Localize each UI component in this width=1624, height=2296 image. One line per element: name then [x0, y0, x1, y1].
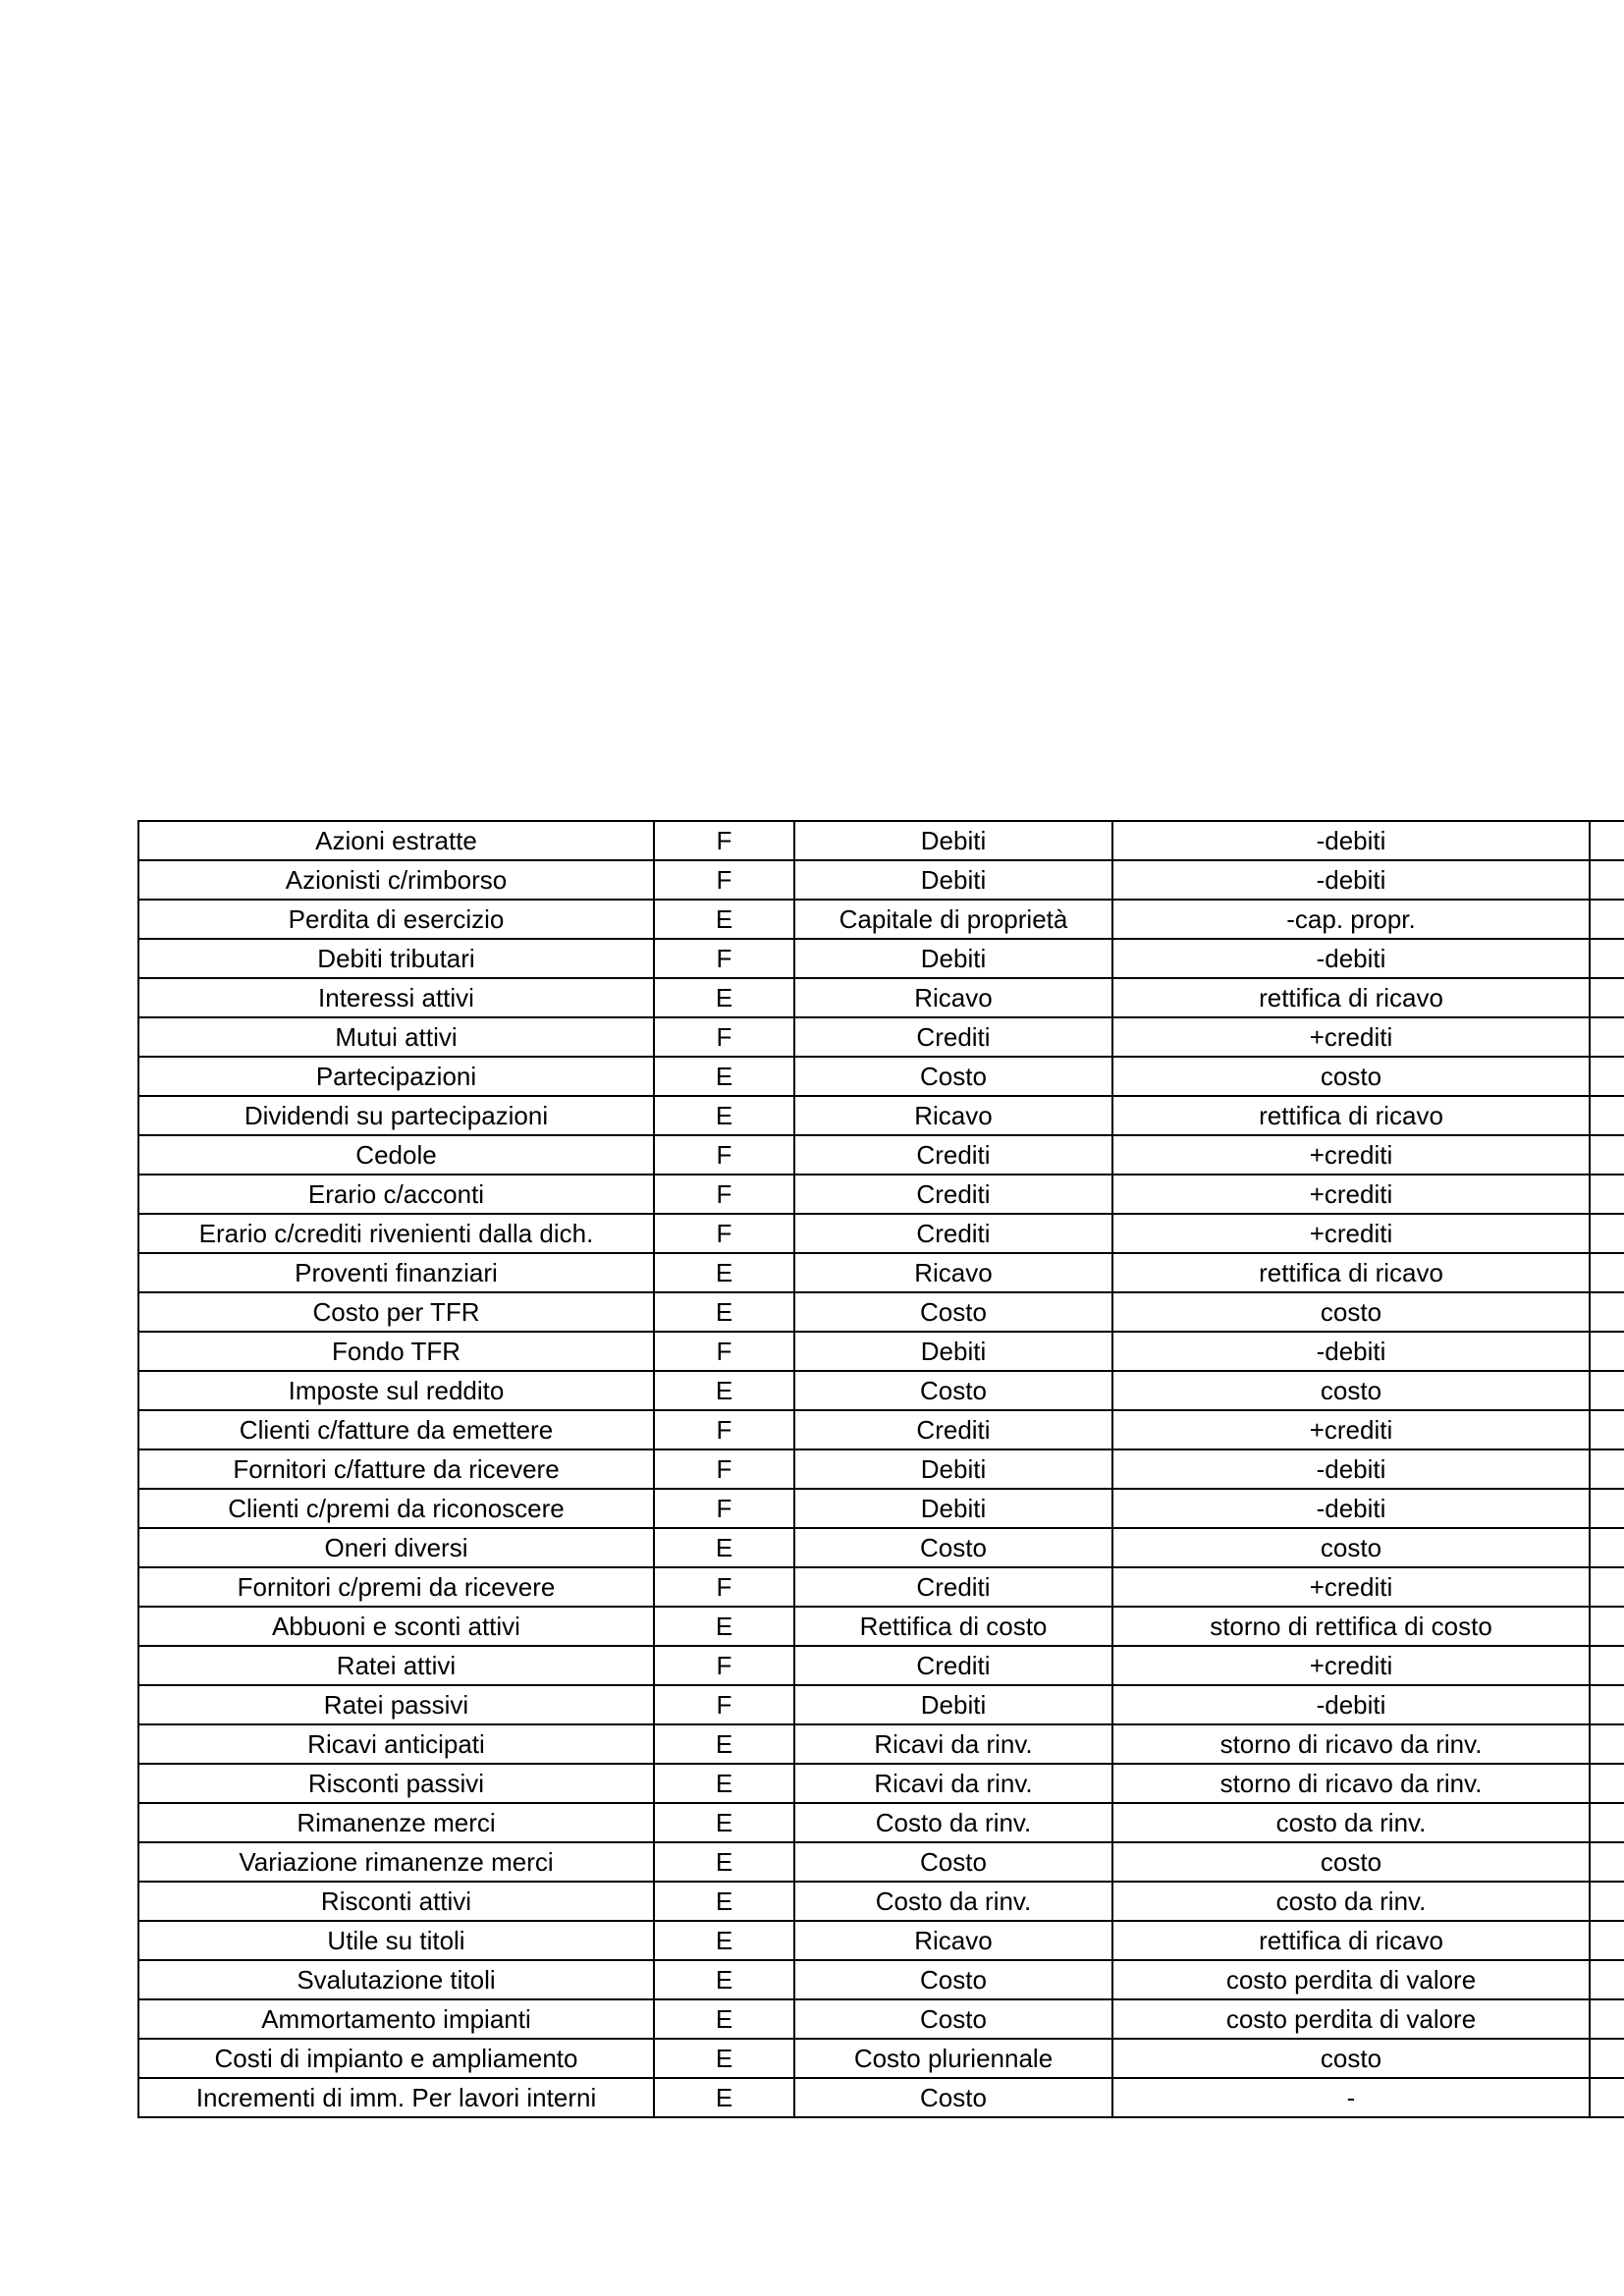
- cell-account-name: Clienti c/fatture da emettere: [138, 1410, 654, 1449]
- cell-account-name: Erario c/acconti: [138, 1175, 654, 1214]
- cell-extra: [1590, 1567, 1624, 1607]
- table-row: [138, 1724, 1624, 1764]
- cell-account-nature: Costo: [794, 1999, 1112, 2039]
- table-row: [138, 1096, 1624, 1135]
- cell-account-nature: Ricavo: [794, 1253, 1112, 1292]
- cell-variation: -debiti: [1112, 1489, 1590, 1528]
- cell-account-name: Mutui attivi: [138, 1017, 654, 1057]
- table-row: [138, 1960, 1624, 1999]
- cell-account-nature: Costo: [794, 1842, 1112, 1882]
- cell-account-nature: Crediti: [794, 1567, 1112, 1607]
- cell-account-name: Clienti c/premi da riconoscere: [138, 1489, 654, 1528]
- cell-account-type: E: [654, 1764, 794, 1803]
- cell-extra: [1590, 1921, 1624, 1960]
- cell-account-type: F: [654, 821, 794, 860]
- cell-account-type: E: [654, 1842, 794, 1882]
- cell-extra: [1590, 1371, 1624, 1410]
- cell-account-type: E: [654, 1528, 794, 1567]
- cell-account-nature: Crediti: [794, 1017, 1112, 1057]
- cell-variation: -debiti: [1112, 1332, 1590, 1371]
- cell-account-type: E: [654, 1960, 794, 1999]
- cell-account-nature: Debiti: [794, 1489, 1112, 1528]
- table-row: [138, 2039, 1624, 2078]
- cell-account-type: F: [654, 1646, 794, 1685]
- table-row: [138, 1567, 1624, 1607]
- table-row: [138, 1882, 1624, 1921]
- cell-extra: [1590, 1528, 1624, 1567]
- table-row: [138, 1410, 1624, 1449]
- table-row: [138, 1135, 1624, 1175]
- cell-account-type: E: [654, 1057, 794, 1096]
- cell-account-type: E: [654, 1921, 794, 1960]
- cell-account-name: Fornitori c/fatture da ricevere: [138, 1449, 654, 1489]
- cell-variation: costo: [1112, 2039, 1590, 2078]
- cell-extra: [1590, 1017, 1624, 1057]
- cell-extra: [1590, 1960, 1624, 1999]
- cell-account-nature: Debiti: [794, 1449, 1112, 1489]
- table-row: [138, 1214, 1624, 1253]
- cell-extra: [1590, 2039, 1624, 2078]
- cell-extra: [1590, 1410, 1624, 1449]
- cell-extra: [1590, 1489, 1624, 1528]
- cell-extra: [1590, 860, 1624, 900]
- cell-account-nature: Crediti: [794, 1135, 1112, 1175]
- cell-account-type: F: [654, 1135, 794, 1175]
- cell-extra: [1590, 978, 1624, 1017]
- table-row: [138, 1371, 1624, 1410]
- table-row: [138, 1253, 1624, 1292]
- table-row: [138, 1607, 1624, 1646]
- cell-account-nature: Costo: [794, 1057, 1112, 1096]
- cell-extra: [1590, 1724, 1624, 1764]
- cell-account-nature: Ricavo: [794, 1096, 1112, 1135]
- cell-account-nature: Ricavo: [794, 1921, 1112, 1960]
- cell-account-type: F: [654, 1017, 794, 1057]
- cell-extra: [1590, 1096, 1624, 1135]
- table-row: [138, 1842, 1624, 1882]
- cell-extra: [1590, 1449, 1624, 1489]
- cell-account-name: Abbuoni e sconti attivi: [138, 1607, 654, 1646]
- cell-account-nature: Debiti: [794, 939, 1112, 978]
- cell-account-name: Risconti passivi: [138, 1764, 654, 1803]
- cell-variation: -debiti: [1112, 821, 1590, 860]
- cell-account-type: F: [654, 939, 794, 978]
- table-row: [138, 939, 1624, 978]
- table-row: [138, 1449, 1624, 1489]
- cell-account-nature: Ricavi da rinv.: [794, 1724, 1112, 1764]
- cell-account-type: E: [654, 1253, 794, 1292]
- cell-account-type: E: [654, 2078, 794, 2117]
- cell-extra: [1590, 1332, 1624, 1371]
- cell-account-name: Fondo TFR: [138, 1332, 654, 1371]
- cell-account-nature: Debiti: [794, 1332, 1112, 1371]
- cell-account-nature: Debiti: [794, 860, 1112, 900]
- cell-variation: +crediti: [1112, 1175, 1590, 1214]
- cell-account-name: Incrementi di imm. Per lavori interni: [138, 2078, 654, 2117]
- cell-account-type: E: [654, 900, 794, 939]
- cell-account-nature: Costo: [794, 1371, 1112, 1410]
- cell-account-type: E: [654, 1607, 794, 1646]
- cell-account-nature: Capitale di proprietà: [794, 900, 1112, 939]
- cell-account-nature: Costo da rinv.: [794, 1882, 1112, 1921]
- cell-account-name: Imposte sul reddito: [138, 1371, 654, 1410]
- cell-variation: -cap. propr.: [1112, 900, 1590, 939]
- table-row: [138, 1332, 1624, 1371]
- cell-variation: +crediti: [1112, 1135, 1590, 1175]
- cell-variation: storno di ricavo da rinv.: [1112, 1724, 1590, 1764]
- cell-account-name: Perdita di esercizio: [138, 900, 654, 939]
- cell-variation: costo da rinv.: [1112, 1882, 1590, 1921]
- cell-variation: rettifica di ricavo: [1112, 978, 1590, 1017]
- cell-account-name: Erario c/crediti rivenienti dalla dich.: [138, 1214, 654, 1253]
- cell-variation: -debiti: [1112, 860, 1590, 900]
- cell-variation: costo: [1112, 1842, 1590, 1882]
- cell-extra: [1590, 1882, 1624, 1921]
- cell-extra: [1590, 939, 1624, 978]
- cell-extra: [1590, 1292, 1624, 1332]
- cell-account-name: Utile su titoli: [138, 1921, 654, 1960]
- cell-variation: +crediti: [1112, 1214, 1590, 1253]
- cell-account-name: Ratei attivi: [138, 1646, 654, 1685]
- table-row: [138, 1803, 1624, 1842]
- table-row: [138, 1057, 1624, 1096]
- cell-account-nature: Costo: [794, 1960, 1112, 1999]
- table-row: [138, 1921, 1624, 1960]
- cell-account-name: Costo per TFR: [138, 1292, 654, 1332]
- table-row: [138, 1489, 1624, 1528]
- table-row: [138, 821, 1624, 860]
- cell-variation: -debiti: [1112, 939, 1590, 978]
- table-row: [138, 1646, 1624, 1685]
- cell-variation: +crediti: [1112, 1646, 1590, 1685]
- cell-account-name: Proventi finanziari: [138, 1253, 654, 1292]
- cell-account-nature: Crediti: [794, 1214, 1112, 1253]
- cell-account-nature: Rettifica di costo: [794, 1607, 1112, 1646]
- cell-account-type: E: [654, 1292, 794, 1332]
- cell-account-nature: Costo: [794, 2078, 1112, 2117]
- cell-variation: rettifica di ricavo: [1112, 1253, 1590, 1292]
- cell-extra: [1590, 2078, 1624, 2117]
- cell-extra: [1590, 1685, 1624, 1724]
- cell-account-name: Oneri diversi: [138, 1528, 654, 1567]
- cell-account-type: E: [654, 1371, 794, 1410]
- accounts-table-body: [138, 821, 1624, 2117]
- cell-account-type: F: [654, 1567, 794, 1607]
- cell-extra: [1590, 1057, 1624, 1096]
- cell-variation: +crediti: [1112, 1017, 1590, 1057]
- cell-account-type: E: [654, 978, 794, 1017]
- cell-account-type: F: [654, 1332, 794, 1371]
- cell-account-type: F: [654, 1410, 794, 1449]
- table-row: [138, 860, 1624, 900]
- cell-account-type: F: [654, 1175, 794, 1214]
- cell-variation: storno di ricavo da rinv.: [1112, 1764, 1590, 1803]
- table-row: [138, 1764, 1624, 1803]
- cell-variation: costo: [1112, 1292, 1590, 1332]
- cell-account-type: E: [654, 1724, 794, 1764]
- table-row: [138, 1175, 1624, 1214]
- cell-account-type: F: [654, 1214, 794, 1253]
- cell-account-name: Cedole: [138, 1135, 654, 1175]
- table-row: [138, 1685, 1624, 1724]
- cell-extra: [1590, 1253, 1624, 1292]
- cell-account-nature: Costo da rinv.: [794, 1803, 1112, 1842]
- cell-account-type: E: [654, 2039, 794, 2078]
- cell-account-name: Debiti tributari: [138, 939, 654, 978]
- cell-account-nature: Costo: [794, 1292, 1112, 1332]
- cell-account-name: Fornitori c/premi da ricevere: [138, 1567, 654, 1607]
- cell-variation: +crediti: [1112, 1567, 1590, 1607]
- cell-variation: costo perdita di valore: [1112, 1999, 1590, 2039]
- cell-extra: [1590, 1803, 1624, 1842]
- accounts-table-container: [137, 820, 1624, 2118]
- cell-account-nature: Ricavi da rinv.: [794, 1764, 1112, 1803]
- cell-account-name: Ratei passivi: [138, 1685, 654, 1724]
- accounts-table: [137, 820, 1624, 2118]
- cell-variation: storno di rettifica di costo: [1112, 1607, 1590, 1646]
- cell-account-type: F: [654, 1685, 794, 1724]
- cell-account-name: Interessi attivi: [138, 978, 654, 1017]
- cell-extra: [1590, 1135, 1624, 1175]
- cell-account-name: Azioni estratte: [138, 821, 654, 860]
- cell-variation: rettifica di ricavo: [1112, 1096, 1590, 1135]
- cell-account-type: E: [654, 1803, 794, 1842]
- cell-extra: [1590, 1607, 1624, 1646]
- cell-account-nature: Debiti: [794, 821, 1112, 860]
- cell-variation: -debiti: [1112, 1449, 1590, 1489]
- cell-account-nature: Crediti: [794, 1175, 1112, 1214]
- cell-variation: costo: [1112, 1528, 1590, 1567]
- table-row: [138, 978, 1624, 1017]
- cell-account-type: E: [654, 1882, 794, 1921]
- cell-variation: -debiti: [1112, 1685, 1590, 1724]
- cell-account-name: Risconti attivi: [138, 1882, 654, 1921]
- cell-account-name: Ammortamento impianti: [138, 1999, 654, 2039]
- cell-account-type: F: [654, 1489, 794, 1528]
- cell-variation: costo: [1112, 1057, 1590, 1096]
- cell-account-name: Costi di impianto e ampliamento: [138, 2039, 654, 2078]
- cell-account-type: F: [654, 1449, 794, 1489]
- cell-variation: costo perdita di valore: [1112, 1960, 1590, 1999]
- cell-account-name: Partecipazioni: [138, 1057, 654, 1096]
- cell-extra: [1590, 1214, 1624, 1253]
- cell-extra: [1590, 1646, 1624, 1685]
- cell-variation: costo da rinv.: [1112, 1803, 1590, 1842]
- cell-account-name: Azionisti c/rimborso: [138, 860, 654, 900]
- table-row: [138, 1999, 1624, 2039]
- cell-extra: [1590, 1999, 1624, 2039]
- cell-account-nature: Crediti: [794, 1410, 1112, 1449]
- cell-extra: [1590, 1764, 1624, 1803]
- cell-variation: costo: [1112, 1371, 1590, 1410]
- cell-account-type: E: [654, 1999, 794, 2039]
- table-row: [138, 1292, 1624, 1332]
- cell-variation: rettifica di ricavo: [1112, 1921, 1590, 1960]
- cell-extra: [1590, 1175, 1624, 1214]
- table-row: [138, 2078, 1624, 2117]
- cell-account-nature: Crediti: [794, 1646, 1112, 1685]
- cell-account-nature: Debiti: [794, 1685, 1112, 1724]
- table-row: [138, 900, 1624, 939]
- cell-account-name: Rimanenze merci: [138, 1803, 654, 1842]
- cell-account-nature: Costo: [794, 1528, 1112, 1567]
- cell-extra: [1590, 900, 1624, 939]
- cell-variation: +crediti: [1112, 1410, 1590, 1449]
- cell-account-name: Dividendi su partecipazioni: [138, 1096, 654, 1135]
- table-row: [138, 1017, 1624, 1057]
- cell-account-type: F: [654, 860, 794, 900]
- cell-extra: [1590, 1842, 1624, 1882]
- cell-extra: [1590, 821, 1624, 860]
- cell-variation: -: [1112, 2078, 1590, 2117]
- cell-account-nature: Ricavo: [794, 978, 1112, 1017]
- cell-account-name: Svalutazione titoli: [138, 1960, 654, 1999]
- cell-account-name: Variazione rimanenze merci: [138, 1842, 654, 1882]
- table-row: [138, 1528, 1624, 1567]
- cell-account-nature: Costo pluriennale: [794, 2039, 1112, 2078]
- cell-account-type: E: [654, 1096, 794, 1135]
- cell-account-name: Ricavi anticipati: [138, 1724, 654, 1764]
